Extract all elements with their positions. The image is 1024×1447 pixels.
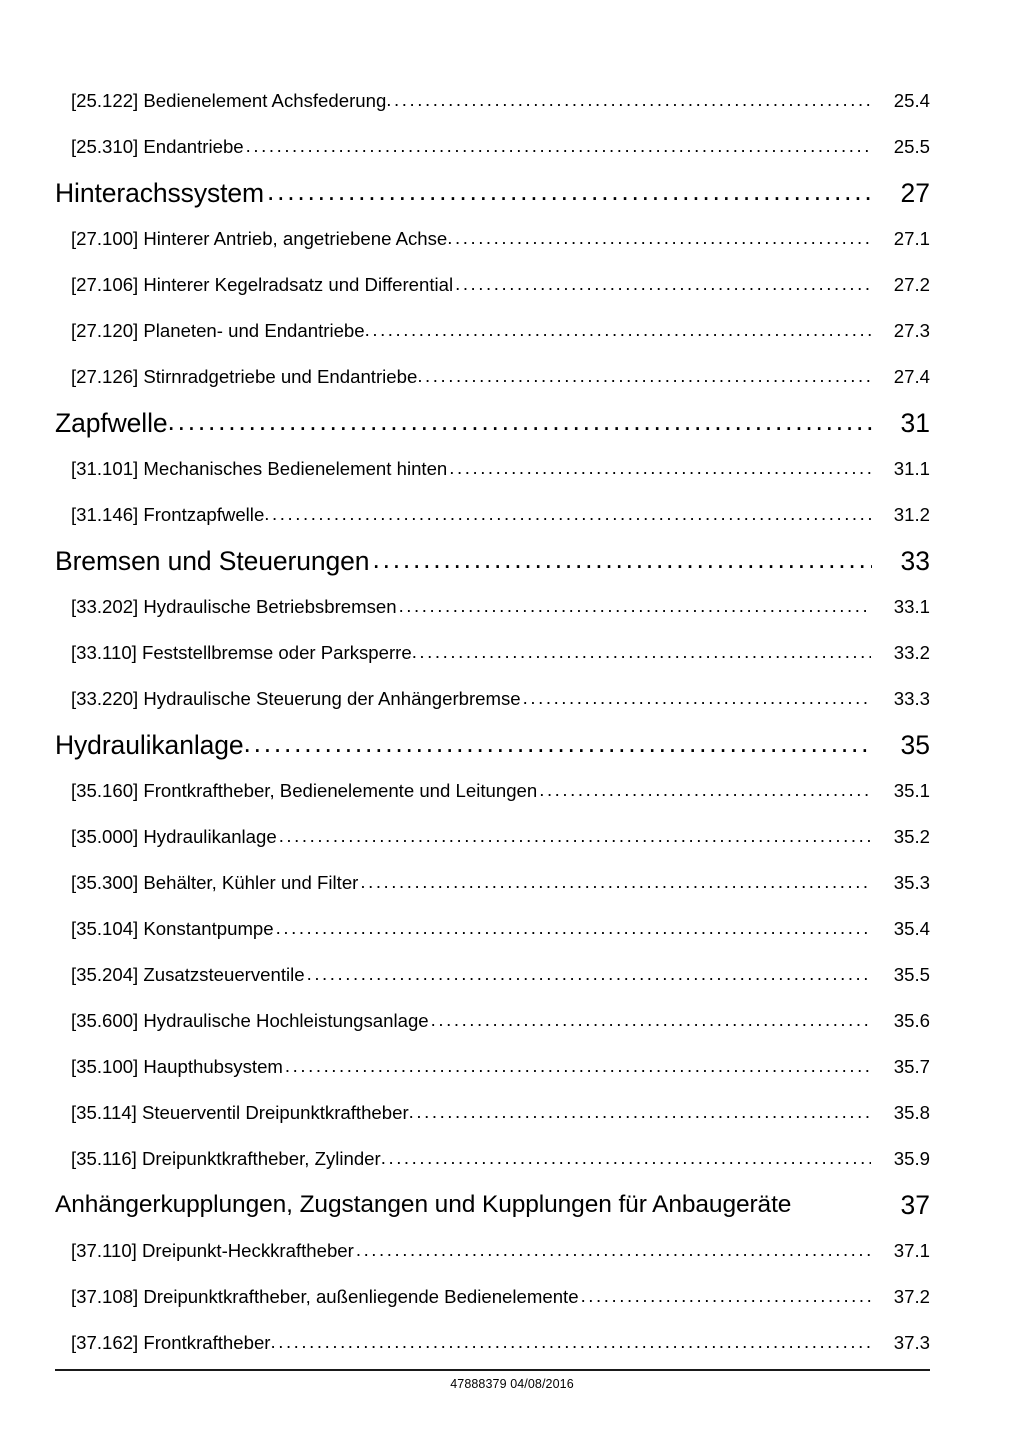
- toc-entry[interactable]: [71, 78, 930, 124]
- toc-entry[interactable]: [71, 676, 930, 722]
- toc-entry-label: [37.110] Dreipunkt-Heckkraftheber: [71, 1240, 354, 1261]
- toc-entry[interactable]: [71, 1136, 930, 1182]
- toc-section-heading[interactable]: [55, 538, 930, 584]
- toc-entry-label: [35.204] Zusatzsteuerventile: [71, 964, 305, 985]
- toc-entry-label: [37.108] Dreipunktkraftheber, außenliegende Bedienelemente: [71, 1286, 579, 1307]
- dot-leader: [447, 231, 871, 247]
- toc-entry-label: [35.600] Hydraulische Hochleistungsanlage: [71, 1010, 429, 1031]
- dot-leader: [431, 1013, 871, 1029]
- toc-page-number: 27.4: [893, 366, 930, 387]
- toc-page-number: 35.3: [893, 872, 930, 893]
- dot-leader: [581, 1289, 871, 1305]
- dot-leader: [276, 921, 871, 937]
- toc-page-number: 35.8: [893, 1102, 930, 1123]
- dot-leader: [307, 967, 871, 983]
- toc-entry-label: [33.220] Hydraulische Steuerung der Anhängerbremse: [71, 688, 521, 709]
- toc-entry-label: [33.202] Hydraulische Betriebsbremsen: [71, 596, 397, 617]
- toc-page-number: 35.4: [893, 918, 930, 939]
- toc-entry[interactable]: [71, 216, 930, 262]
- toc-entry-label: [35.104] Konstantpumpe: [71, 918, 274, 939]
- toc-entry-label: [27.106] Hinterer Kegelradsatz und Differential: [71, 274, 454, 295]
- toc-entry-label: [31.101] Mechanisches Bedienelement hinten: [71, 458, 448, 479]
- toc-entry[interactable]: [71, 906, 930, 952]
- dot-leader: [168, 412, 872, 434]
- toc-entry-label: [35.116] Dreipunktkraftheber, Zylinder: [71, 1148, 381, 1169]
- toc-entry[interactable]: [71, 584, 930, 630]
- toc-section-heading[interactable]: [55, 722, 930, 768]
- toc-page-number: 27: [900, 178, 930, 208]
- toc-page-number: 35.1: [893, 780, 930, 801]
- toc-entry[interactable]: [71, 354, 930, 400]
- toc-page-number: 37.3: [893, 1332, 930, 1353]
- toc-page-number: 31: [900, 408, 930, 438]
- toc-entry[interactable]: [71, 1090, 930, 1136]
- toc-page-number: 27.3: [893, 320, 930, 341]
- toc-section-heading[interactable]: [55, 1182, 930, 1228]
- toc-entry[interactable]: [71, 630, 930, 676]
- dot-leader: [386, 93, 871, 109]
- toc-page-number: 37.1: [893, 1240, 930, 1261]
- dot-leader: [285, 1059, 871, 1075]
- toc-entry[interactable]: [71, 1320, 930, 1366]
- toc-entry[interactable]: [71, 124, 930, 170]
- toc-section-heading[interactable]: [55, 170, 930, 216]
- toc-entry-label: [27.100] Hinterer Antrieb, angetriebene Achse: [71, 228, 448, 249]
- toc-entry-label: [27.120] Planeten- und Endantriebe: [71, 320, 365, 341]
- footer-divider: [55, 1369, 930, 1371]
- toc-section-heading[interactable]: [55, 400, 930, 446]
- toc-entry[interactable]: [71, 860, 930, 906]
- toc-page-number: 35: [900, 730, 930, 760]
- toc-entry-label: [35.114] Steuerventil Dreipunktkraftheber: [71, 1102, 409, 1123]
- dot-leader: [244, 734, 872, 756]
- dot-leader: [360, 875, 871, 891]
- dot-leader: [409, 1105, 871, 1121]
- toc-entry[interactable]: [71, 998, 930, 1044]
- toc-page-number: 27.2: [893, 274, 930, 295]
- toc-entry[interactable]: [71, 308, 930, 354]
- toc-entry-label: [25.310] Endantriebe: [71, 136, 244, 157]
- dot-leader: [246, 139, 871, 155]
- toc-entry-label: [27.126] Stirnradgetriebe und Endantriebe: [71, 366, 418, 387]
- toc-entry-label: [33.110] Feststellbremse oder Parksperre: [71, 642, 412, 663]
- dot-leader: [264, 507, 871, 523]
- dot-leader: [279, 829, 871, 845]
- toc-page-number: 25.4: [893, 90, 930, 111]
- footer-document-id: 47888379 04/08/2016: [450, 1377, 574, 1391]
- toc-page-number: 35.2: [893, 826, 930, 847]
- toc-page-number: 37.2: [893, 1286, 930, 1307]
- toc-entry-label: [31.146] Frontzapfwelle: [71, 504, 265, 525]
- dot-leader: [372, 550, 872, 572]
- toc-page-number: 31.2: [893, 504, 930, 525]
- toc-page-number: 31.1: [893, 458, 930, 479]
- dot-leader: [267, 182, 872, 204]
- dot-leader: [539, 783, 871, 799]
- toc-entry[interactable]: [71, 262, 930, 308]
- dot-leader: [399, 599, 871, 615]
- toc-entry-label: [35.000] Hydraulikanlage: [71, 826, 277, 847]
- toc-page-number: 35.5: [893, 964, 930, 985]
- dot-leader: [523, 691, 871, 707]
- toc-entry-label: [37.162] Frontkraftheber: [71, 1332, 271, 1353]
- toc-page-number: 33.2: [893, 642, 930, 663]
- toc-entry[interactable]: [71, 1274, 930, 1320]
- toc-page-number: 35.7: [893, 1056, 930, 1077]
- toc-entry[interactable]: [71, 492, 930, 538]
- toc-page-number: 27.1: [893, 228, 930, 249]
- dot-leader: [455, 277, 871, 293]
- dot-leader: [381, 1151, 871, 1167]
- toc-entry-label: [25.122] Bedienelement Achsfederung: [71, 90, 387, 111]
- toc-entry[interactable]: [71, 1228, 930, 1274]
- dot-leader: [270, 1335, 871, 1351]
- table-of-contents: [55, 78, 930, 1366]
- toc-page-number: 33.3: [893, 688, 930, 709]
- toc-entry-label: [35.100] Haupthubsystem: [71, 1056, 283, 1077]
- toc-page-number: 33: [900, 546, 930, 576]
- toc-page-number: 37: [900, 1190, 930, 1220]
- dot-leader: [449, 461, 871, 477]
- toc-entry-label: [35.160] Frontkraftheber, Bedienelemente und Leitungen: [71, 780, 538, 801]
- dot-leader: [417, 369, 871, 385]
- toc-entry[interactable]: [71, 446, 930, 492]
- toc-entry[interactable]: [71, 952, 930, 998]
- toc-section-label: Zapfwelle: [55, 408, 168, 438]
- dot-leader: [365, 323, 871, 339]
- toc-page-number: 25.5: [893, 136, 930, 157]
- toc-entry[interactable]: [71, 768, 930, 814]
- toc-page-number: 35.9: [893, 1148, 930, 1169]
- toc-entry-label: [35.300] Behälter, Kühler und Filter: [71, 872, 359, 893]
- toc-section-label: Bremsen und Steuerungen: [55, 546, 370, 576]
- toc-section-label: Hinterachssystem: [55, 178, 264, 208]
- dot-leader: [356, 1243, 871, 1259]
- toc-page-number: 33.1: [893, 596, 930, 617]
- toc-section-label: Hydraulikanlage: [55, 730, 244, 760]
- toc-entry[interactable]: [71, 1044, 930, 1090]
- toc-section-label: Anhängerkupplungen, Zugstangen und Kupplungen für Anbaugeräte: [55, 1191, 792, 1218]
- dot-leader: [412, 645, 871, 661]
- toc-entry[interactable]: [71, 814, 930, 860]
- toc-page-number: 35.6: [893, 1010, 930, 1031]
